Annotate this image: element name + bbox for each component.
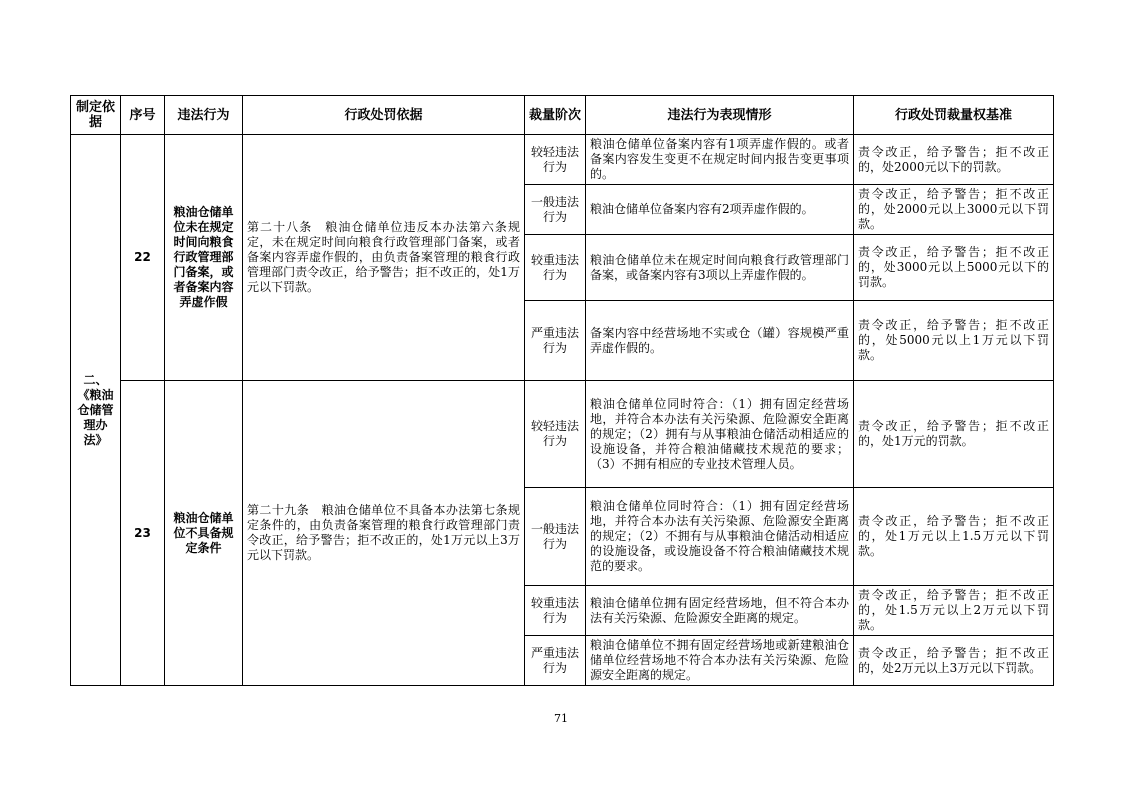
violation-situation: 粮油仓储单位同时符合：（1）拥有固定经营场地，并符合本办法有关污染源、危险源安全距离的规定；（2）拥有与从事粮油仓储活动相适应的设施设备，并符合粮油储藏技术规范的要求；（3）不拥有相应的专业技术管理人员。 [586,381,854,488]
header-situation: 违法行为表现情形 [586,96,854,135]
severity-level: 一般违法行为 [525,185,586,235]
penalty-standard: 责令改正，给予警告；拒不改正的，处1万元的罚款。 [854,381,1054,488]
severity-level: 较轻违法行为 [525,135,586,185]
header-basis: 行政处罚依据 [243,96,525,135]
violation-situation: 粮油仓储单位备案内容有2项弄虚作假的。 [586,185,854,235]
severity-level: 严重违法行为 [525,301,586,381]
severity-level: 严重违法行为 [525,636,586,686]
violation-name: 粮油仓储单位不具备规定条件 [165,381,243,686]
severity-level: 较轻违法行为 [525,381,586,488]
violation-situation: 粮油仓储单位拥有固定经营场地，但不符合本办法有关污染源、危险源安全距离的规定。 [586,586,854,636]
severity-level: 一般违法行为 [525,488,586,586]
violation-situation: 粮油仓储单位未在规定时间向粮食行政管理部门备案，或备案内容有3项以上弄虚作假的。 [586,235,854,301]
violation-situation: 粮油仓储单位不拥有固定经营场地或新建粮油仓储单位经营场地不符合本办法有关污染源、危险源安全距离的规定。 [586,636,854,686]
penalty-standard: 责令改正，给予警告；拒不改正的，处1万元以上1.5万元以下罚款。 [854,488,1054,586]
header-level: 裁量阶次 [525,96,586,135]
penalty-standard: 责令改正，给予警告；拒不改正的，处2000元以下的罚款。 [854,135,1054,185]
violation-situation: 粮油仓储单位同时符合：（1）拥有固定经营场地，并符合本办法有关污染源、危险源安全距离的规定；（2）不拥有与从事粮油仓储活动相适应的设施设备，或设施设备不符合粮油储藏技术规范的要求。 [586,488,854,586]
header-standard: 行政处罚裁量权基准 [854,96,1054,135]
penalty-basis: 第二十八条 粮油仓储单位违反本办法第六条规定，未在规定时间向粮食行政管理部门备案，或者备案内容弄虚作假的，由负责备案管理的粮食行政管理部门责令改正，给予警告；拒不改正的，处1万元以下罚款。 [243,135,525,381]
law-name: 二、《粮油仓储管理办法》 [71,135,121,686]
penalty-standard: 责令改正，给予警告；拒不改正的，处2000元以上3000元以下罚款。 [854,185,1054,235]
header-seq: 序号 [121,96,165,135]
header-law: 制定依据 [71,96,121,135]
severity-level: 较重违法行为 [525,586,586,636]
violation-name: 粮油仓储单位未在规定时间向粮食行政管理部门备案，或者备案内容弄虚作假 [165,135,243,381]
penalty-standard-table [70,95,1054,686]
penalty-basis: 第二十九条 粮油仓储单位不具备本办法第七条规定条件的，由负责备案管理的粮食行政管理部门责令改正，给予警告；拒不改正的，处1万元以上3万元以下罚款。 [243,381,525,686]
header-violation: 违法行为 [165,96,243,135]
seq-number: 22 [121,135,165,381]
header-row [71,96,1054,135]
penalty-standard: 责令改正，给予警告；拒不改正的，处2万元以上3万元以下罚款。 [854,636,1054,686]
severity-level: 较重违法行为 [525,235,586,301]
violation-situation: 粮油仓储单位备案内容有1项弄虚作假的。或者备案内容发生变更不在规定时间内报告变更事项的。 [586,135,854,185]
table-row [71,381,1054,488]
penalty-standard: 责令改正，给予警告；拒不改正的，处1.5万元以上2万元以下罚款。 [854,586,1054,636]
table-row [71,135,1054,185]
violation-situation: 备案内容中经营场地不实或仓（罐）容规模严重弄虚作假的。 [586,301,854,381]
page-number: 71 [554,712,568,725]
penalty-standard: 责令改正，给予警告；拒不改正的，处5000元以上1万元以下罚款。 [854,301,1054,381]
penalty-standard: 责令改正，给予警告；拒不改正的，处3000元以上5000元以下的罚款。 [854,235,1054,301]
seq-number: 23 [121,381,165,686]
